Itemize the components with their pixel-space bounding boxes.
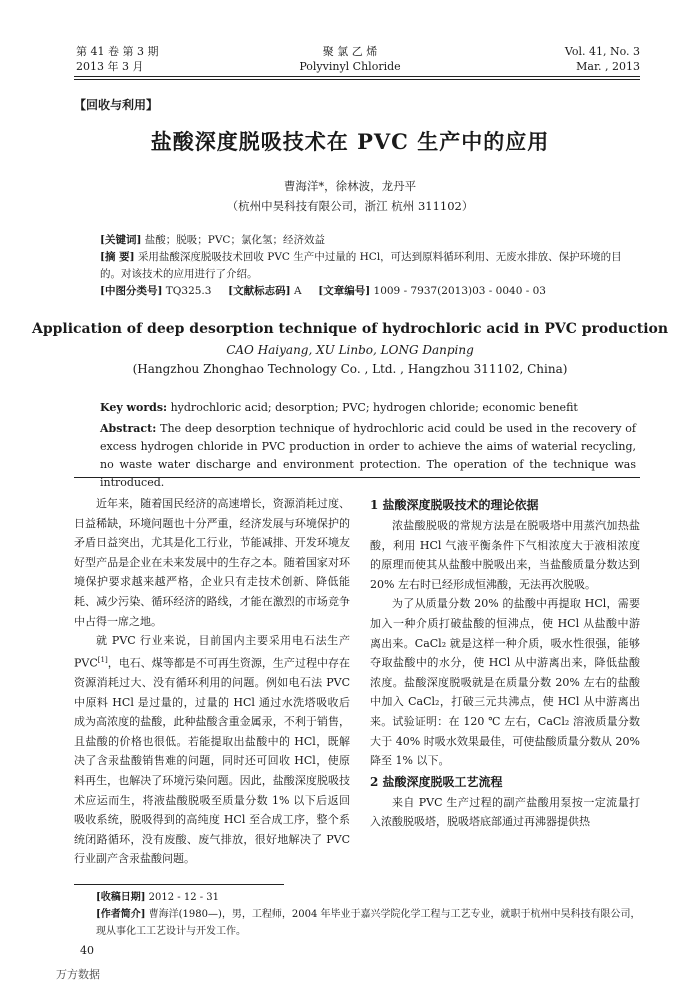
author-bio-label: [作者简介] [96, 909, 146, 920]
header-rule [74, 76, 640, 77]
paragraph: 来自 PVC 生产过程的副产盐酸用泵按一定流量打入浓酸脱吸塔，脱吸塔底部通过再沸器提供热 [370, 795, 640, 829]
abstract-en-label: Abstract: [100, 422, 157, 435]
paragraph [74, 631, 350, 869]
keywords-label: [关键词] [100, 234, 142, 246]
doc-code-value: A [293, 285, 302, 297]
section-heading: 2 盐酸深度脱吸工艺流程 [370, 774, 503, 789]
keywords-en [100, 401, 640, 414]
paragraph-text: ，电石、煤等都是不可再生资源，生产过程中存在资源消耗过大、没有循环利用的问题。例如电石法 PVC 中原料 HCl 是过量的，过量的 HCl 通过水洗塔吸收后成为高浓度的盐酸，此种盐酸含重金属汞，不利于销售，且盐酸的价格也很低。若能提取出盐酸中的 HCl，既解决了含汞盐酸销售难的问题，同时还可回收 HCl，使原料再生，也解决了环境污染问题。因此，盐酸深度脱吸技术应运而生，将液盐酸脱吸至质量分数 1% 以下后返回吸收系统，脱吸得到的高纯度 HCl 至合成工序，整个系统闭路循环，没有废酸、废气排放，很好地解决了 PVC 行业副产含汞盐酸问题。 [74, 656, 350, 866]
keywords-value: 盐酸；脱吸；PVC；氯化氢；经济效益 [144, 234, 325, 246]
volume-issue-en: Vol. 41, No. 3 [564, 45, 640, 58]
page-number: 40 [80, 944, 94, 957]
authors-en: CAO Haiyang, XU Linbo, LONG Danping [226, 343, 474, 357]
journal-name-cn: 聚 氯 乙 烯 [322, 45, 378, 58]
clc-label: [中图分类号] [100, 285, 163, 297]
keywords-en-label: Key words: [100, 401, 168, 414]
footnote-rule [74, 884, 284, 885]
journal-issue-en [565, 44, 640, 74]
abstract-cn [100, 249, 640, 283]
abstract-en [100, 420, 636, 492]
abstract-en-value: The deep desorption technique of hydrochloric acid could be used in the recovery of excess hydrogen chloride in PVC production in order to achieve the aims of waterial recycling, no waste water discharge and environment protection. The operation of the technique was introduced. [100, 422, 636, 489]
abstract-label: [摘 要] [100, 251, 135, 263]
received-label: [收稿日期] [96, 892, 146, 903]
issue-date-cn: 2013 年 3 月 [76, 60, 144, 73]
issue-date-en: Mar. , 2013 [576, 60, 640, 73]
paragraph: 近年来，随着国民经济的高速增长，资源消耗过度、日益稀缺，环境问题也十分严重，经济发展与环境保护的矛盾日益突出，尤其是化工行业，节能减排、开发环境友好型产品是企业在未来发展中的生存之本。随着国家对环境保护要求越来越严格，企业只有走技术创新、降低能耗、减少污染、循环经济的路线，才能在激烈的市场竞争中占得一席之地。 [74, 497, 350, 628]
article-title-en: Application of deep desorption technique of hydrochloric acid in PVC production [31, 321, 669, 337]
received-value: 2012 - 12 - 31 [148, 892, 220, 903]
article-title-cn: 盐酸深度脱吸技术在 PVC 生产中的应用 [150, 129, 550, 154]
paragraph: 为了从质量分数 20% 的盐酸中再提取 HCl，需要加入一种介质打破盐酸的恒沸点，使 HCl 从盐酸中游离出来。CaCl₂ 就是这样一种介质，吸水性很强，能够夺取盐酸中的水分，使 HCl 从中游离出来，降低盐酸浓度。盐酸深度脱吸就是在质量分数 20% 左右的盐酸中加入 CaCl₂，打破三元共沸点，使 HCl 从中游离出来。试验证明：在 120 ℃ 左右，CaCl₂ 溶液质量分数大于 40% 时吸水效果最佳，可使盐酸质量分数从 20% 降至 1% 以下。 [370, 597, 640, 768]
watermark: 万方数据 [56, 968, 100, 981]
received-date [96, 889, 644, 906]
journal-name-en: Polyvinyl Chloride [299, 60, 401, 73]
keywords-en-value: hydrochloric acid; desorption; PVC; hydrogen chloride; economic benefit [170, 401, 578, 414]
abstract-value: 采用盐酸深度脱吸技术回收 PVC 生产中过量的 HCl，可达到原料循环利用、无废水排放、保护环境的目的。对该技术的应用进行了介绍。 [100, 251, 622, 280]
volume-issue: 第 41 卷 第 3 期 [76, 45, 159, 58]
body-column-right [370, 494, 640, 832]
paragraph: 浓盐酸脱吸的常规方法是在脱吸塔中用蒸汽加热盐酸，利用 HCl 气液平衡条件下气相浓度大于液相浓度的原理而使其从盐酸中脱吸出来，当盐酸质量分数达到 20% 左右时已经形成恒沸酸，无法再次脱吸。 [370, 519, 640, 591]
clc-value: TQ325.3 [165, 285, 212, 297]
header-rule-thin [74, 79, 640, 80]
section-heading: 1 盐酸深度脱吸技术的理论依据 [370, 498, 539, 512]
author-bio-value: 曹海洋(1980—)，男，工程师，2004 年毕业于嘉兴学院化学工程与工艺专业，就职于杭州中昊科技有限公司，现从事化工工艺设计与开发工作。 [96, 909, 641, 937]
article-number-value: 1009 - 7937(2013)03 - 0040 - 03 [373, 285, 546, 297]
section-tag: 【回收与利用】 [74, 98, 159, 112]
classification-line [100, 283, 640, 300]
doc-code-label: [文献标志码] [228, 285, 291, 297]
author-bio [96, 906, 644, 940]
abstract-rule [74, 477, 640, 478]
citation-ref[interactable]: [1] [97, 655, 108, 664]
article-number-label: [文章编号] [318, 285, 371, 297]
paragraph-text: 就 PVC 行业来说，目前国内主要采用电石法生产 PVC [74, 634, 350, 670]
authors-cn: 曹海洋*，徐林波，龙丹平 [283, 179, 417, 193]
affiliation-cn: （杭州中昊科技有限公司，浙江 杭州 311102） [226, 199, 474, 213]
affiliation-en: (Hangzhou Zhonghao Technology Co. , Ltd. , Hangzhou 311102, China) [132, 362, 568, 376]
keywords-cn [100, 232, 640, 249]
body-column-left [74, 494, 350, 869]
